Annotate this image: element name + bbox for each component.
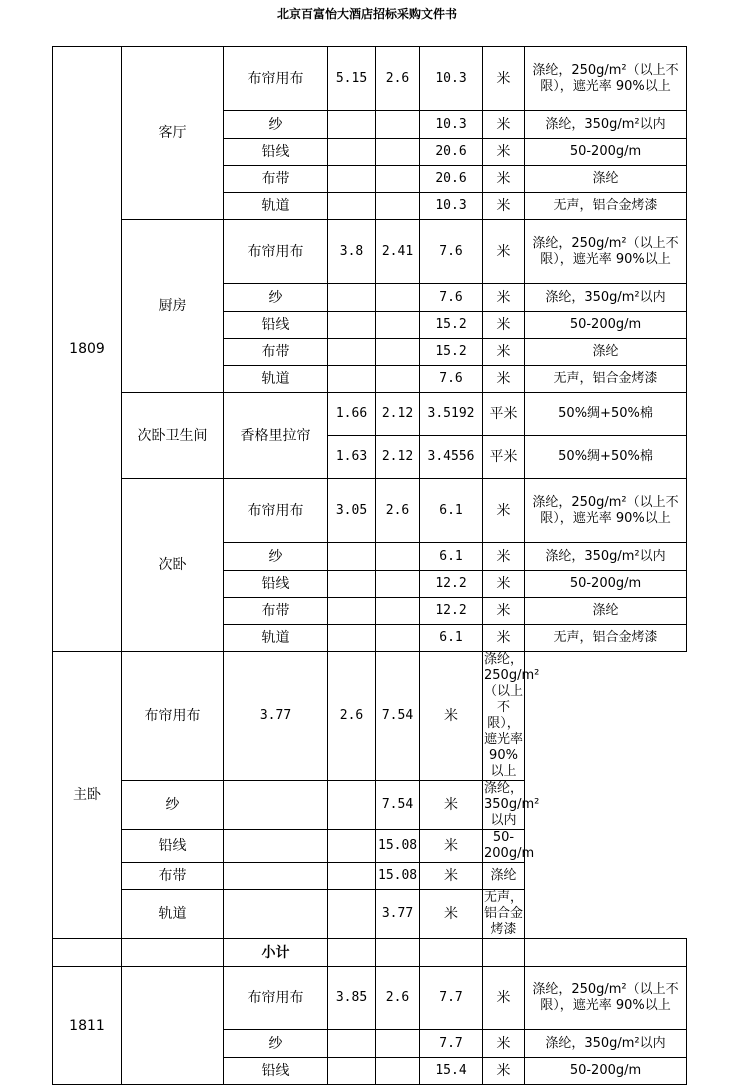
spec-cell: 无声，铝合金烤漆 — [484, 890, 524, 937]
item-cell: 布帘用布 — [224, 220, 328, 284]
room-number-cell: 1809 — [53, 47, 122, 652]
spec-cell: 涤纶，350g/m²以内 — [484, 781, 540, 828]
spec-cell: 涤纶，250g/m²（以上不限），遮光率 90%以上 — [525, 47, 687, 111]
quantity-cell: 7.54 — [376, 781, 420, 830]
quantity-cell: 20.6 — [420, 166, 483, 193]
spec-cell: 无声，铝合金烤漆 — [525, 625, 687, 652]
height-cell: 2.12 — [376, 393, 420, 436]
spec-cell: 涤纶，250g/m²（以上不限），遮光率 90%以上 — [525, 479, 687, 543]
height-cell — [376, 312, 420, 339]
item-cell: 纱 — [224, 543, 328, 571]
subtotal-row — [53, 939, 687, 967]
spec-cell: 涤纶，350g/m²以内 — [525, 284, 687, 312]
quantity-cell: 3.4556 — [420, 436, 483, 479]
height-cell — [376, 1058, 420, 1085]
table-row — [53, 830, 687, 863]
unit-cell: 米 — [420, 863, 483, 890]
quantity-cell: 6.1 — [420, 543, 483, 571]
item-cell: 铅线 — [122, 830, 224, 863]
height-cell — [376, 366, 420, 393]
quantity-cell: 7.6 — [420, 284, 483, 312]
spec-cell: 50%绸+50%棉 — [525, 393, 687, 436]
spec-cell: 涤纶，350g/m²以内 — [525, 111, 687, 139]
width-cell — [328, 339, 376, 366]
width-cell — [328, 598, 376, 625]
spec-cell: 无声，铝合金烤漆 — [525, 366, 687, 393]
quantity-cell: 15.2 — [420, 339, 483, 366]
width-cell — [224, 830, 328, 863]
quantity-cell: 15.08 — [376, 830, 420, 863]
width-cell — [328, 625, 376, 652]
unit-cell: 米 — [483, 166, 525, 193]
unit-cell: 米 — [483, 1030, 525, 1058]
width-cell — [328, 111, 376, 139]
unit-cell: 米 — [483, 625, 525, 652]
height-cell — [376, 1030, 420, 1058]
height-cell — [376, 111, 420, 139]
unit-cell: 米 — [420, 890, 483, 939]
quantity-cell: 6.1 — [420, 479, 483, 543]
unit-cell: 米 — [483, 479, 525, 543]
width-cell — [328, 193, 376, 220]
unit-cell: 米 — [483, 571, 525, 598]
quantity-cell: 12.2 — [420, 571, 483, 598]
height-cell — [376, 625, 420, 652]
unit-cell: 米 — [483, 967, 525, 1030]
item-cell: 布带 — [122, 863, 224, 890]
item-cell: 布帘用布 — [224, 479, 328, 543]
width-cell — [328, 284, 376, 312]
height-cell — [328, 863, 376, 890]
item-cell: 纱 — [224, 284, 328, 312]
room-name-cell: 次卧卫生间 — [122, 393, 224, 479]
spec-cell: 涤纶 — [525, 598, 687, 625]
spec-cell: 涤纶 — [525, 166, 687, 193]
table-row — [53, 47, 687, 111]
width-cell — [224, 863, 328, 890]
quantity-cell: 20.6 — [420, 139, 483, 166]
table-row — [53, 781, 687, 830]
quantity-cell: 3.5192 — [420, 393, 483, 436]
width-cell — [328, 571, 376, 598]
empty-cell — [376, 939, 420, 967]
unit-cell: 米 — [483, 598, 525, 625]
height-cell — [328, 781, 376, 830]
table-row — [53, 863, 687, 890]
quantity-cell: 7.6 — [420, 220, 483, 284]
item-cell: 轨道 — [224, 193, 328, 220]
height-cell — [376, 193, 420, 220]
width-cell: 3.77 — [224, 652, 328, 781]
item-cell: 铅线 — [224, 571, 328, 598]
item-cell: 布带 — [224, 598, 328, 625]
item-cell: 轨道 — [122, 890, 224, 939]
unit-cell: 米 — [483, 47, 525, 111]
empty-cell — [420, 939, 483, 967]
spec-cell: 涤纶，350g/m²以内 — [525, 543, 687, 571]
width-cell — [328, 543, 376, 571]
item-cell: 轨道 — [224, 625, 328, 652]
room-name-cell: 主卧 — [53, 652, 122, 939]
quantity-cell: 7.7 — [420, 1030, 483, 1058]
unit-cell: 米 — [420, 781, 483, 830]
table-row — [53, 393, 687, 436]
subtotal-label: 小计 — [224, 939, 328, 967]
width-cell — [224, 890, 328, 939]
unit-cell: 米 — [483, 111, 525, 139]
document-header: 北京百富怡大酒店招标采购文件书 — [276, 7, 457, 21]
table-row — [53, 890, 687, 939]
height-cell — [376, 543, 420, 571]
unit-cell: 平米 — [483, 393, 525, 436]
width-cell — [328, 1030, 376, 1058]
room-name-cell: 厨房 — [122, 220, 224, 393]
quantity-cell: 7.54 — [376, 652, 420, 781]
height-cell: 2.41 — [376, 220, 420, 284]
unit-cell: 米 — [483, 339, 525, 366]
width-cell: 3.8 — [328, 220, 376, 284]
room-name-cell — [122, 967, 224, 1085]
spec-cell: 50-200g/m — [525, 139, 687, 166]
quantity-cell: 15.08 — [376, 863, 420, 890]
width-cell — [328, 366, 376, 393]
height-cell — [376, 571, 420, 598]
item-cell: 铅线 — [224, 1058, 328, 1085]
empty-cell — [328, 939, 376, 967]
item-cell: 纱 — [122, 781, 224, 830]
procurement-table — [52, 46, 687, 1085]
height-cell: 2.6 — [328, 652, 376, 781]
height-cell — [376, 139, 420, 166]
spec-cell: 涤纶，250g/m²（以上不限），遮光率 90%以上 — [525, 220, 687, 284]
quantity-cell: 10.3 — [420, 47, 483, 111]
unit-cell: 米 — [420, 830, 483, 863]
item-cell: 布帘用布 — [122, 652, 224, 781]
room-name-cell: 次卧 — [122, 479, 224, 652]
height-cell: 2.12 — [376, 436, 420, 479]
width-cell: 3.85 — [328, 967, 376, 1030]
height-cell: 2.6 — [376, 479, 420, 543]
height-cell — [376, 339, 420, 366]
height-cell — [376, 284, 420, 312]
item-cell: 香格里拉帘 — [224, 393, 328, 479]
spec-cell: 50%绸+50%棉 — [525, 436, 687, 479]
quantity-cell: 10.3 — [420, 193, 483, 220]
table-row — [53, 652, 687, 781]
item-cell: 轨道 — [224, 366, 328, 393]
spec-cell: 涤纶，350g/m²以内 — [525, 1030, 687, 1058]
quantity-cell: 10.3 — [420, 111, 483, 139]
room-number-cell: 1811 — [53, 967, 122, 1085]
spec-cell: 50-200g/m — [525, 312, 687, 339]
empty-cell — [122, 939, 224, 967]
width-cell: 1.66 — [328, 393, 376, 436]
item-cell: 布帘用布 — [224, 967, 328, 1030]
quantity-cell: 6.1 — [420, 625, 483, 652]
spec-cell: 涤纶 — [483, 863, 525, 890]
table-row — [53, 967, 687, 1030]
unit-cell: 米 — [483, 193, 525, 220]
unit-cell: 米 — [483, 1058, 525, 1085]
width-cell — [328, 139, 376, 166]
quantity-cell: 3.77 — [376, 890, 420, 939]
unit-cell: 米 — [483, 366, 525, 393]
height-cell: 2.6 — [376, 47, 420, 111]
spec-cell: 涤纶，250g/m²（以上不限），遮光率 90%以上 — [525, 967, 687, 1030]
width-cell — [328, 312, 376, 339]
height-cell — [376, 166, 420, 193]
spec-cell: 50-200g/m — [525, 1058, 687, 1085]
item-cell: 纱 — [224, 111, 328, 139]
unit-cell: 米 — [483, 284, 525, 312]
unit-cell: 米 — [483, 220, 525, 284]
empty-cell — [525, 939, 687, 967]
spec-cell: 50-200g/m — [525, 571, 687, 598]
table-row — [53, 479, 687, 543]
height-cell — [376, 598, 420, 625]
quantity-cell: 12.2 — [420, 598, 483, 625]
quantity-cell: 15.4 — [420, 1058, 483, 1085]
width-cell: 1.63 — [328, 436, 376, 479]
width-cell: 5.15 — [328, 47, 376, 111]
quantity-cell: 7.7 — [420, 967, 483, 1030]
room-name-cell: 客厅 — [122, 47, 224, 220]
item-cell: 布带 — [224, 339, 328, 366]
width-cell — [328, 1058, 376, 1085]
item-cell: 布带 — [224, 166, 328, 193]
width-cell — [328, 166, 376, 193]
quantity-cell: 7.6 — [420, 366, 483, 393]
unit-cell: 平米 — [483, 436, 525, 479]
height-cell: 2.6 — [376, 967, 420, 1030]
item-cell: 布帘用布 — [224, 47, 328, 111]
unit-cell: 米 — [483, 312, 525, 339]
quantity-cell: 15.2 — [420, 312, 483, 339]
unit-cell: 米 — [483, 139, 525, 166]
height-cell — [328, 890, 376, 939]
spec-cell: 涤纶，250g/m²（以上不限），遮光率 90%以上 — [484, 652, 540, 779]
item-cell: 铅线 — [224, 139, 328, 166]
unit-cell: 米 — [483, 543, 525, 571]
width-cell: 3.05 — [328, 479, 376, 543]
empty-cell — [53, 939, 122, 967]
height-cell — [328, 830, 376, 863]
width-cell — [224, 781, 328, 830]
spec-cell: 50-200g/m — [484, 830, 535, 861]
spec-cell: 涤纶 — [525, 339, 687, 366]
spec-cell: 无声，铝合金烤漆 — [525, 193, 687, 220]
item-cell: 铅线 — [224, 312, 328, 339]
empty-cell — [483, 939, 525, 967]
item-cell: 纱 — [224, 1030, 328, 1058]
unit-cell: 米 — [420, 652, 483, 781]
table-row — [53, 220, 687, 284]
